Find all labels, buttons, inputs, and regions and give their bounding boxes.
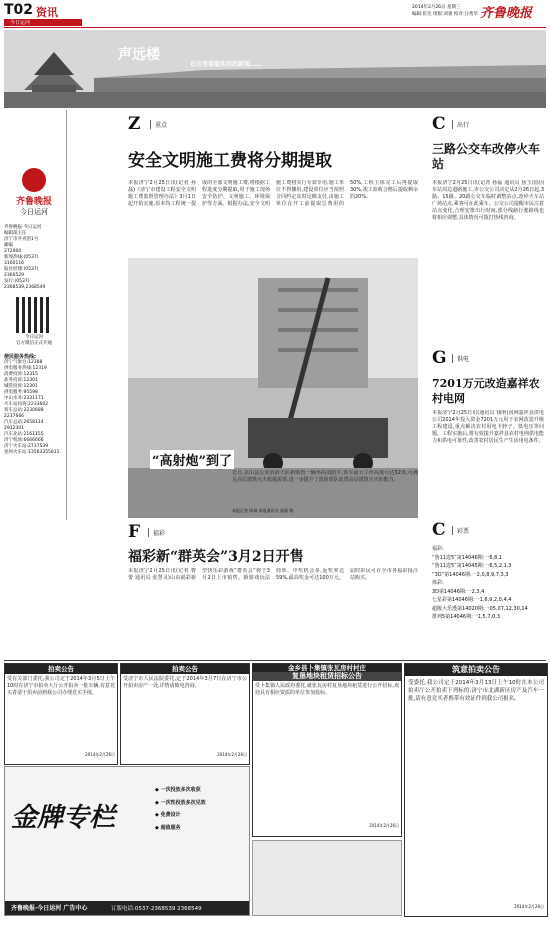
lottery-line: “鲁11选5”第14045期:一6,5,2,1,3 bbox=[432, 563, 512, 569]
banner-subtitle: 在这里看最实用的新闻…… bbox=[190, 61, 263, 68]
lottery-line: “鲁11选5”第14046期:一6,8,1 bbox=[432, 554, 503, 561]
section-tag-g: 供电 bbox=[452, 354, 473, 363]
section-letter-f: F bbox=[128, 522, 141, 542]
ad-title-2: 复垦地块租赁招标公告 bbox=[253, 672, 401, 681]
brand-bullet: ◆ 一次性投放多次见效 bbox=[155, 799, 206, 806]
ad-body: 受济宁市人民法院委托,定于2014年3月7日在济宁市公开拍卖房产一处,详情请致电咨询。 bbox=[123, 676, 247, 689]
sidebar-info-line: 邮编 bbox=[4, 243, 13, 248]
station-line: 汽车总站:2658114 bbox=[4, 420, 44, 425]
station-line: 济宁气象台:12388 bbox=[4, 360, 43, 365]
sidebar-logo-sub: 今日运河 bbox=[20, 208, 48, 216]
sidebar-info-line: 272000 bbox=[4, 249, 22, 254]
photo-title: “高射炮”到了 bbox=[150, 450, 234, 469]
lottery-line: 超级大乐透第14020期:一05,07,12,30,14 bbox=[432, 605, 528, 612]
station-line: 消费投诉:12315 bbox=[4, 372, 38, 377]
banner-image bbox=[4, 30, 546, 108]
station-line: 济宁机场:6666666 bbox=[4, 438, 44, 443]
lottery-line: 福彩: bbox=[432, 546, 444, 552]
section-tag-f: 福彩 bbox=[148, 528, 169, 537]
qr-caption bbox=[4, 335, 64, 347]
section-name: 资讯 bbox=[36, 6, 58, 19]
headline-z: 安全文明施工费将分期提取 bbox=[128, 151, 332, 171]
ad-tender bbox=[252, 663, 402, 837]
brand-phone-label: 齐鲁晚报·今日运河 广告中心 bbox=[11, 905, 88, 912]
section-tag-z: 重点 bbox=[150, 120, 171, 129]
sidebar bbox=[4, 110, 64, 520]
sidebar-info bbox=[4, 225, 64, 291]
ad-title: 金乡县卜集镇张瓦房村村庄 bbox=[253, 664, 401, 672]
qr-code[interactable] bbox=[16, 297, 52, 333]
lottery-line: 体彩: bbox=[432, 580, 444, 586]
lottery-results bbox=[432, 546, 544, 623]
article-body-g: 本报济宁2月25日讯(通讯员 钱明)国网嘉祥县供电公司2014年投入资金7201万元用于农网改造升级工程建设,重点解决农村用电卡脖子、低电压等问题。工程实施后,将有效提升嘉祥县农村电网供电能力和供电可靠性,改善农村居民生产生活用电条件。 bbox=[432, 410, 544, 444]
ad-auction-1 bbox=[4, 663, 118, 765]
sidebar-info-line: 编辑部主任 bbox=[4, 231, 27, 236]
brand-bullets bbox=[155, 787, 206, 837]
page-number: T02 bbox=[4, 2, 34, 18]
sidebar-logo: 齐鲁晚报 bbox=[15, 197, 52, 207]
ad-title: 拍卖公告 bbox=[5, 664, 117, 674]
ad-body: 受委托,我公司定于2014年3月13日上午10时在本公司拍卖厅公开拍卖下列标的:济宁市北湖新区房产及汽车一批,请有意竞买者携带有效证件到我公司报名。 bbox=[408, 680, 544, 702]
stations-title: 便民服务热线: bbox=[4, 354, 37, 360]
photo-credit: 本报记者 陈诚 本报通讯员 高瑾 摄 bbox=[232, 508, 294, 513]
section-letter-z: Z bbox=[128, 114, 141, 134]
ad-date: 2014年2月26日 bbox=[514, 904, 544, 909]
brand-bullet: ◆ 一次投放多次收获 bbox=[155, 787, 201, 793]
photo-caption: 近日,京山县公安消防大队新购置一辆举高消防车,该车最大工作高度可达52米,可满足高层建筑灭火救援需要,进一步提升了消防部队处置高层建筑火灾的能力。 bbox=[232, 470, 418, 483]
lottery-line: 排列5第14046期:一1,5,7,0,3 bbox=[432, 614, 501, 620]
ad-date: 2014年2月26日 bbox=[85, 752, 115, 757]
editors-line: 编辑:崔克 组版:刘蕾 校对:汪秀华 bbox=[412, 12, 478, 17]
brand-phone: 订版电话:0537-2368539 2368549 bbox=[111, 906, 202, 912]
article-body-c: 本报济宁2月25日讯(记者 孙磊 通讯员 焦玉国)因车站周边道路施工,市公交公司决定从2月26日起,3路、15路、20路公交车临时调整站点,改停火车站广场站点,乘客可在此乘车。公交公司提醒市民注意站点变化,合理安排出行时间,部分线路行驶路线也将相应调整,具体情况可拨打热线咨询。 bbox=[432, 180, 544, 221]
section-tag-c: 出行 bbox=[452, 120, 473, 129]
brand-bullet: ◆ 免费设计 bbox=[155, 812, 181, 818]
ad-body: 受卜集镇人民政府委托,就张瓦房村复垦地块租赁进行公开招标,欢迎具有相应资质的单位参加投标。 bbox=[255, 683, 399, 696]
sidebar-divider bbox=[66, 110, 67, 520]
station-line: 汽车北站:2161155 bbox=[4, 432, 44, 437]
section-letter-k: C bbox=[432, 520, 446, 540]
station-line: 济宁火车站:2737539 bbox=[4, 444, 49, 449]
ad-date: 2014年2月26日 bbox=[217, 752, 247, 757]
ad-title: 筑意拍卖公告 bbox=[405, 664, 547, 676]
sidebar-info-line: 报社经理:(0537) bbox=[4, 267, 39, 272]
headline-c: 三路公交车改停火车站 bbox=[432, 142, 541, 171]
banner-title: 声远楼 bbox=[118, 47, 160, 63]
ads-rule bbox=[4, 660, 546, 661]
article-body-f: 本报济宁2月25日讯(记者 曹蕾 通讯员 张慧灵)山东福彩新型快乐彩游戏“群英会”将于3月2日上市销售。新游戏玩法简单、中奖机会多,返奖率达59%,最高奖金可达100万元。届时彩民可在全市各福彩投注站购买。 bbox=[128, 568, 418, 581]
sidebar-info-line: 济宁市共青团1号 bbox=[4, 237, 39, 242]
qr-caption-line: 官方微信正式开通 bbox=[16, 341, 52, 346]
article-body-z: 本报济宁2月25日讯(记者 孙磊)《济宁市建设工程安全文明施工费监督管理办法》3月1日起开始实施,原本均工程统一提成的全部文明施工费,将根据工程进度分期提取,用于施工现场安全防护、文明施工、环境保护等方面。根据办法,安全文明施工费将实行专款专用,施工单位不得挪用,建设单位应当按照合同约定及时足额支付,由施工单位在开工前提取总费用的50%,工程主体完工后再提取30%,竣工验收合格后提取剩余的20%。 bbox=[128, 180, 418, 207]
ad-date: 2014年2月26日 bbox=[369, 823, 399, 828]
station-line: 中山水务:2331171 bbox=[4, 396, 44, 401]
station-line: 兖州火车站:13563355611 bbox=[4, 450, 60, 455]
ad-body: 受有关部门委托,我公司定于2014年3月5日上午10时在济宁市拍卖大厅公开拍卖一批车辆,有意竞买者请于拍卖前到我公司办理竞买手续。 bbox=[7, 676, 115, 696]
tower-illustration bbox=[4, 30, 546, 108]
lottery-line: 七星彩第14046期:一1,6,9,2,0,4,4 bbox=[432, 597, 512, 603]
filler-ad bbox=[252, 840, 402, 916]
sidebar-info-line: 3160116 bbox=[4, 261, 25, 266]
station-line: 供电服务:95598 bbox=[4, 390, 38, 395]
brand-title: 金牌专栏 bbox=[11, 803, 116, 833]
sidebar-info-line: 新闻热线:(0537) bbox=[4, 255, 39, 260]
newspaper-logo: 齐鲁晚报 bbox=[480, 6, 533, 21]
lottery-line: “3D”第14046期:一2,0,8,9,7,3,3 bbox=[432, 571, 509, 578]
station-line: 2237666 bbox=[4, 414, 25, 419]
station-line: 客车总站:2230688 bbox=[4, 408, 44, 413]
sidebar-info-line: 齐鲁晚报·今日运河 bbox=[4, 225, 42, 230]
section-tag-k: 彩票 bbox=[452, 526, 473, 535]
station-line: 火车站问询:2233602 bbox=[4, 402, 49, 407]
station-line: 盐务投诉:12301 bbox=[4, 378, 38, 383]
sidebar-info-line: 2368539,2368549 bbox=[4, 285, 46, 290]
headline-g: 7201万元改造嘉祥农村电网 bbox=[432, 377, 540, 405]
issue-date: 2014年2月26日 星期三 bbox=[412, 5, 461, 10]
ad-title: 拍卖公告 bbox=[121, 664, 249, 674]
station-line: 城管投诉:12301 bbox=[4, 384, 38, 389]
brand-ad bbox=[4, 766, 250, 916]
header-rule bbox=[4, 27, 546, 28]
section-letter-g: G bbox=[432, 348, 447, 368]
section-letter-c: C bbox=[432, 114, 446, 134]
sidebar-info-line: 发行:(0537) bbox=[4, 279, 30, 284]
headline-f: 福彩新“群英会”3月2日开售 bbox=[128, 549, 304, 565]
brand-bullet: ◆ 超值服务 bbox=[155, 824, 181, 831]
stations-list bbox=[4, 360, 64, 456]
lottery-line: 3D第14046期:一2,3,4 bbox=[432, 588, 485, 595]
station-line: 供电服务热线:12319 bbox=[4, 366, 47, 371]
sidebar-logo-mark bbox=[22, 168, 46, 192]
ad-zhuyi bbox=[404, 663, 548, 917]
station-line: 2912301 bbox=[4, 426, 25, 431]
sidebar-info-line: 2360529 bbox=[4, 273, 25, 278]
qr-caption-line: 今日运河 bbox=[25, 335, 43, 340]
ad-auction-2 bbox=[120, 663, 250, 765]
section-sub: 今日运河 bbox=[10, 20, 31, 26]
